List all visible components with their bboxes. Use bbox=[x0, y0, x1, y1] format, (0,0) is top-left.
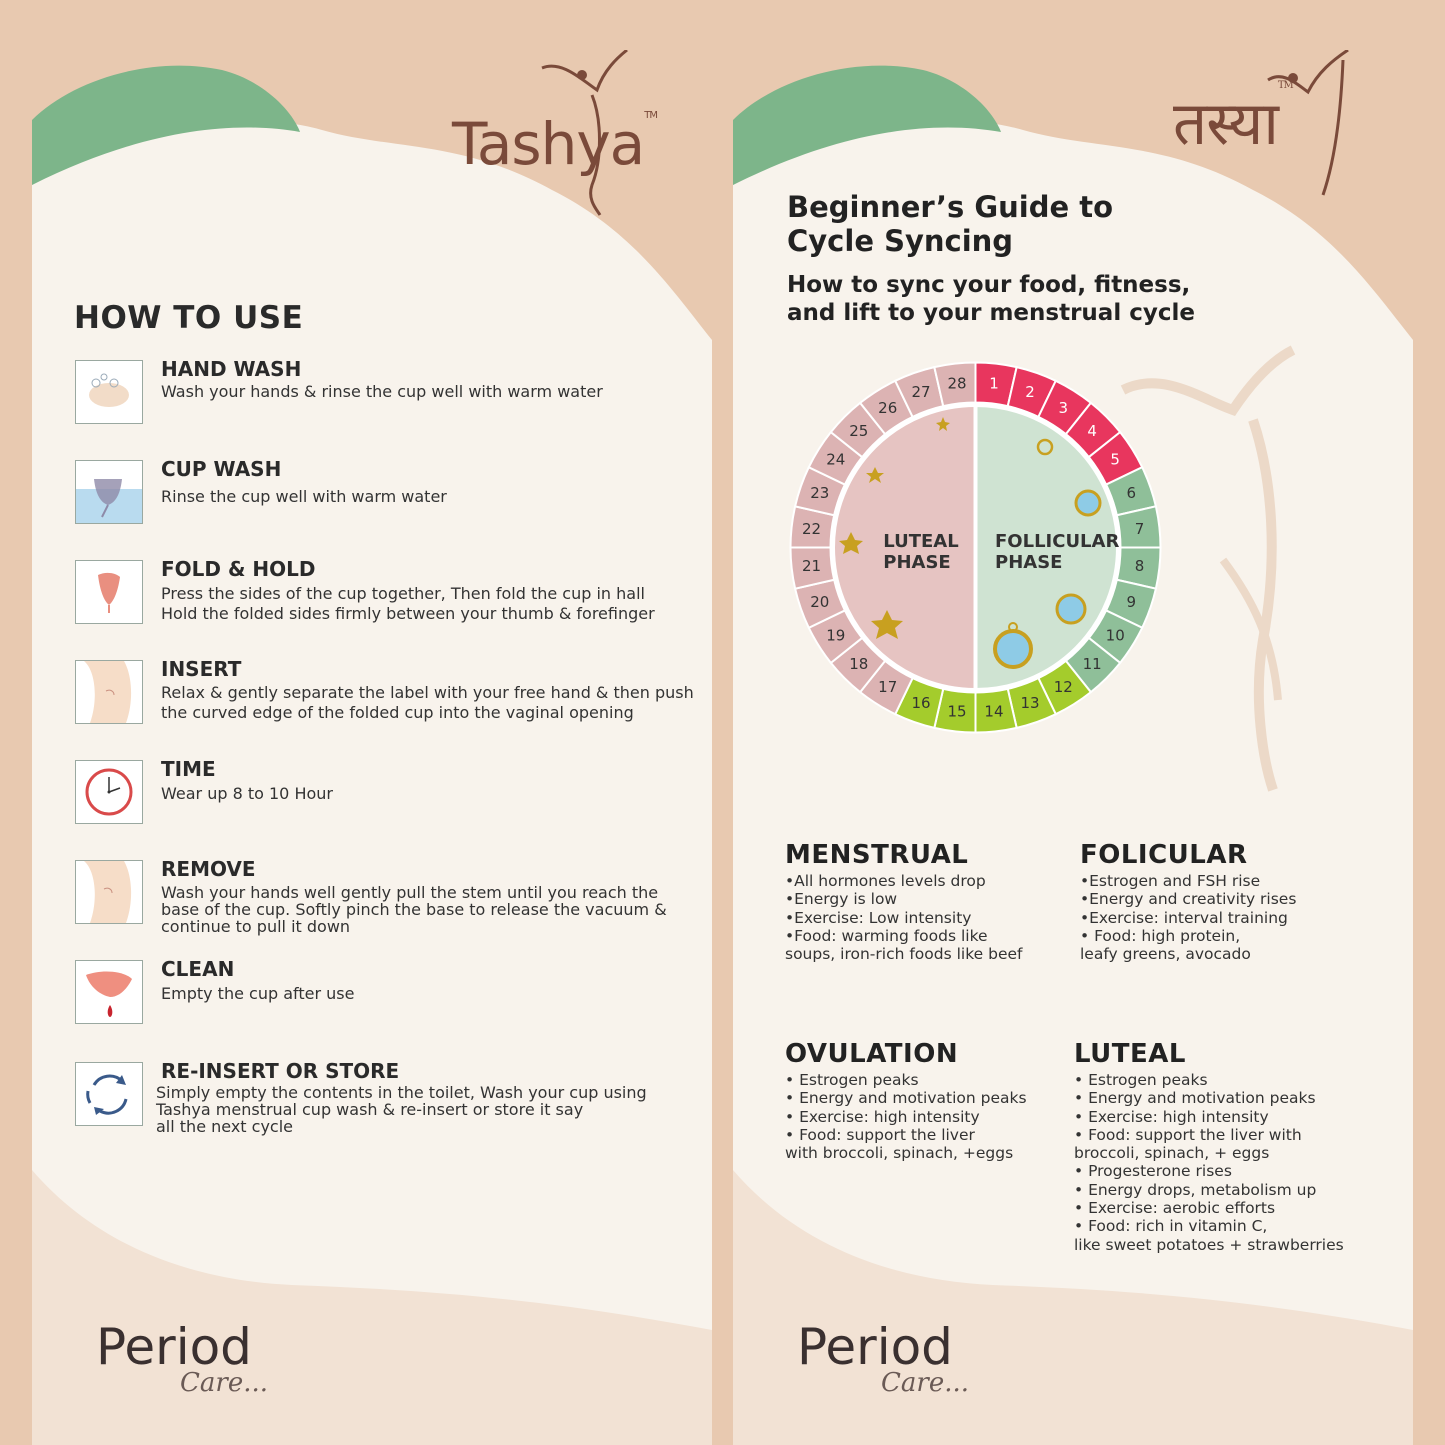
day-number: 12 bbox=[1053, 678, 1073, 697]
day-number: 26 bbox=[878, 398, 898, 417]
day-number: 28 bbox=[947, 374, 967, 393]
step-description: Simply empty the contents in the toilet, Wash your cup using Tashya menstrual cup wash & re-insert or store it say all the next cycle bbox=[156, 1083, 647, 1136]
step-description: Relax & gently separate the label with your free hand & then push the curved edge of the folded cup into the vaginal opening bbox=[161, 683, 694, 722]
care-script: Care... bbox=[881, 1368, 970, 1398]
phase-item: • Energy drops, metabolism up bbox=[1074, 1180, 1317, 1199]
day-number: 18 bbox=[849, 655, 869, 674]
day-number: 4 bbox=[1087, 421, 1097, 440]
phase-item: •Food: warming foods like soups, iron-rich foods like beef bbox=[785, 926, 1023, 964]
day-number: 24 bbox=[826, 450, 846, 469]
period-care-wordmark: Period bbox=[96, 1318, 252, 1376]
tashya-logo bbox=[452, 50, 672, 220]
day-number: 14 bbox=[984, 702, 1004, 721]
phase-item: • Progesterone rises bbox=[1074, 1162, 1232, 1181]
phase-item: • Food: rich in vitamin C, like sweet potatoes + strawberries bbox=[1074, 1217, 1344, 1254]
guide-subtitle: How to sync your food, fitness, and lift to your menstrual cycle bbox=[787, 272, 1195, 326]
insert-icon bbox=[75, 660, 143, 724]
clean-cup-icon bbox=[75, 960, 143, 1024]
day-number: 21 bbox=[801, 556, 822, 575]
clock-icon bbox=[75, 760, 143, 824]
day-number: 1 bbox=[989, 374, 999, 393]
day-number: 27 bbox=[911, 382, 931, 401]
phase-item: • Food: support the liver with broccoli, spinach, +eggs bbox=[785, 1125, 1014, 1163]
phase-item: •Exercise: Low intensity bbox=[785, 908, 972, 927]
period-care-wordmark: Period bbox=[797, 1318, 953, 1376]
fold-cup-icon bbox=[75, 560, 143, 624]
day-number: 2 bbox=[1025, 382, 1035, 401]
how-to-use-heading: HOW TO USE bbox=[74, 300, 304, 336]
step-description: Wash your hands & rinse the cup well with warm water bbox=[161, 382, 603, 401]
step-title: RE-INSERT OR STORE bbox=[161, 1059, 400, 1083]
follicle-icon bbox=[1057, 595, 1085, 623]
step-title: INSERT bbox=[161, 657, 242, 681]
step-title: REMOVE bbox=[161, 857, 256, 881]
tashya-hindi-logo bbox=[1173, 50, 1363, 210]
cup-wash-icon bbox=[75, 460, 143, 524]
phase-item: •Exercise: interval training bbox=[1080, 908, 1288, 927]
brand-name-hindi: तस्या™ bbox=[1173, 80, 1293, 159]
follicle-icon bbox=[1076, 491, 1100, 515]
step-description: Rinse the cup well with warm water bbox=[161, 487, 447, 506]
phase-item: •Energy and creativity rises bbox=[1080, 890, 1297, 909]
remove-icon bbox=[75, 860, 143, 924]
phase-items bbox=[785, 1071, 1075, 1162]
cycle-syncing-panel bbox=[733, 0, 1413, 1445]
phase-item: •All hormones levels drop bbox=[785, 872, 986, 890]
phase-item: • Exercise: high intensity bbox=[785, 1107, 980, 1126]
step-title: CLEAN bbox=[161, 957, 235, 981]
day-number: 7 bbox=[1134, 520, 1145, 539]
day-number: 13 bbox=[1020, 694, 1040, 713]
phase-item: • Exercise: high intensity bbox=[1074, 1107, 1269, 1126]
day-number: 8 bbox=[1134, 556, 1145, 575]
phase-luteal bbox=[1074, 1039, 1374, 1254]
cycle-wheel bbox=[783, 355, 1168, 740]
phase-item: • Food: support the liver with broccoli, spinach, + eggs bbox=[1074, 1125, 1302, 1163]
phase-items bbox=[1074, 1071, 1374, 1254]
phase-title: FOLICULAR bbox=[1080, 840, 1248, 870]
step-title: FOLD & HOLD bbox=[161, 557, 316, 581]
day-number: 5 bbox=[1110, 450, 1120, 469]
day-number: 19 bbox=[826, 626, 846, 645]
phase-item: • Energy and motivation peaks bbox=[785, 1089, 1027, 1108]
day-number: 11 bbox=[1082, 655, 1102, 674]
day-number: 16 bbox=[911, 694, 931, 713]
day-number: 6 bbox=[1126, 484, 1137, 503]
step-title: HAND WASH bbox=[161, 357, 302, 381]
guide-title: Beginner’s Guide to Cycle Syncing bbox=[787, 190, 1114, 258]
step-description: Press the sides of the cup together, Then fold the cup in hall Hold the folded sides firmly between your thumb & forefinger bbox=[161, 584, 655, 623]
phase-item: • Exercise: aerobic efforts bbox=[1074, 1199, 1276, 1218]
phase-title: OVULATION bbox=[785, 1039, 959, 1069]
phase-items bbox=[785, 872, 1065, 963]
day-number: 25 bbox=[849, 421, 869, 440]
phase-item: •Estrogen and FSH rise bbox=[1080, 872, 1261, 890]
phase-item: •Energy is low bbox=[785, 890, 898, 909]
day-number: 20 bbox=[810, 592, 830, 611]
phase-item: • Estrogen peaks bbox=[1074, 1071, 1208, 1089]
step-description: Wear up 8 to 10 Hour bbox=[161, 784, 333, 803]
phase-ovulation bbox=[785, 1039, 1075, 1162]
hand-wash-icon bbox=[75, 360, 143, 424]
step-title: CUP WASH bbox=[161, 457, 282, 481]
phase-item: • Estrogen peaks bbox=[785, 1071, 919, 1089]
phase-follicular bbox=[1080, 840, 1370, 963]
care-script: Care... bbox=[180, 1368, 269, 1398]
cycle-arrows-icon bbox=[75, 1062, 143, 1126]
day-number: 15 bbox=[947, 702, 967, 721]
phase-menstrual bbox=[785, 840, 1065, 963]
step-description: Empty the cup after use bbox=[161, 984, 355, 1003]
day-number: 10 bbox=[1105, 626, 1125, 645]
brand-name: Tashya™ bbox=[452, 110, 657, 178]
day-number: 22 bbox=[801, 520, 822, 539]
phase-item: • Food: high protein, leafy greens, avocado bbox=[1080, 926, 1251, 964]
phase-title: MENSTRUAL bbox=[785, 840, 969, 870]
luteal-phase-label: LUTEAL PHASE bbox=[883, 531, 959, 573]
day-number: 23 bbox=[810, 484, 830, 503]
day-number: 3 bbox=[1058, 398, 1069, 417]
follicular-phase-label: FOLLICULAR PHASE bbox=[995, 531, 1120, 573]
day-number: 9 bbox=[1126, 592, 1137, 611]
day-number: 17 bbox=[878, 678, 898, 697]
phase-item: • Energy and motivation peaks bbox=[1074, 1089, 1316, 1108]
step-description: Wash your hands well gently pull the stem until you reach the base of the cup. Softly pinch the base to release the vacuum & continue to pull it down bbox=[161, 883, 667, 936]
step-title: TIME bbox=[161, 757, 216, 781]
how-to-use-panel bbox=[32, 0, 712, 1445]
phase-title: LUTEAL bbox=[1074, 1039, 1186, 1069]
phase-items bbox=[1080, 872, 1370, 963]
